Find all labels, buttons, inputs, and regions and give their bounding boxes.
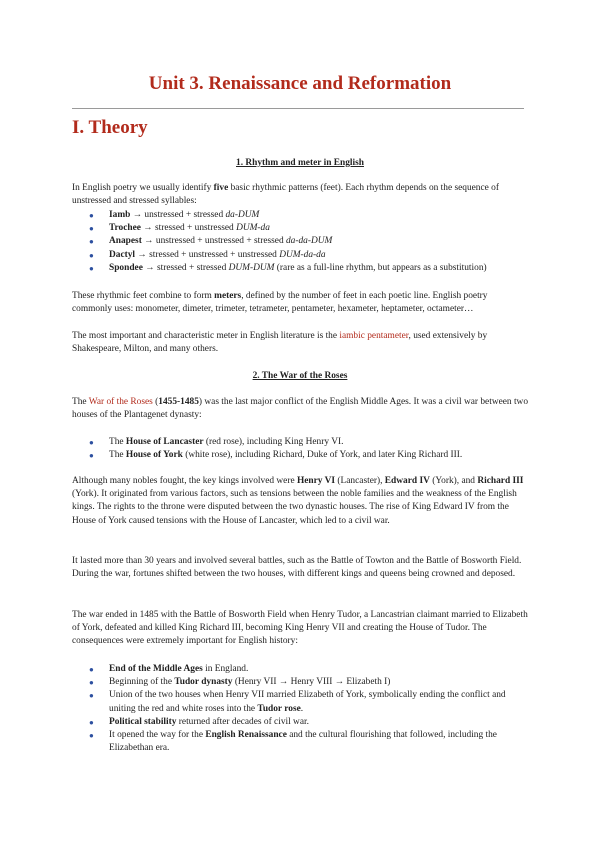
text-run: It opened the way for the	[109, 730, 206, 741]
text-run: basic rhythmic patterns (feet). Each rhythm depends on the sequence of unstressed and stressed syllables:	[72, 183, 499, 207]
bullet-icon: ●	[89, 263, 94, 273]
text-run-bold: End of the Middle Ages	[109, 664, 203, 674]
list-item	[72, 689, 528, 715]
end-of-war-paragraph: The war ended in 1485 with the Battle of Bosworth Field when Henry Tudor, a Lancastrian claimant married to Elizabeth of York, defeated and killed King Richard III, becoming King Henry VII and creating the House of Tudor. The consequences were extremely important for English history:	[72, 610, 528, 647]
important-meter-block	[72, 330, 528, 356]
foot-desc: → stressed + unstressed + unstressed	[135, 249, 280, 260]
foot-name: Dactyl	[109, 249, 136, 260]
bullet-icon: ●	[89, 678, 94, 688]
foot-desc: → unstressed + stressed	[130, 210, 226, 220]
text-run: , defined by the number of feet in each poetic line. English poetry commonly uses: monometer, dimeter, trimeter, tetrameter, pentameter, hexameter, heptameter, octameter…	[72, 291, 488, 315]
important-meter-paragraph	[72, 330, 528, 356]
rhythm-intro	[72, 182, 528, 208]
foot-name: Spondee	[109, 262, 143, 273]
rhythm-intro-paragraph	[72, 182, 528, 208]
text-run: (York). It originated from various factors, such as tensions between the noble families and the weakness of the English kings. The rights to the throne were disputed between the two dynastic houses. The rise of King Edward IV from the House of York caused tensions with the House of Lancaster, which led to a civil war.	[72, 489, 517, 526]
list-item	[72, 235, 528, 248]
kings-block	[72, 475, 528, 528]
end-of-war-block	[72, 609, 528, 649]
list-item	[72, 249, 528, 262]
text-run-bold: Henry VI	[296, 476, 336, 486]
kings-paragraph	[72, 475, 528, 528]
list-item	[72, 436, 528, 449]
text-run: in England.	[202, 664, 249, 674]
house-name: House of York	[125, 450, 183, 461]
text-run: Union of the two houses when Henry VII married Elizabeth of York, symbolically ending the conflict and uniting the red and white roses into the	[109, 690, 506, 714]
meters-block	[72, 290, 528, 316]
text-run: (white rose), including Richard, Duke of York, and later King Richard III.	[182, 450, 463, 461]
text-run: , used extensively by Shakespeare, Milton, and many others.	[72, 331, 488, 355]
bullet-icon: ●	[89, 224, 94, 234]
houses-list-block	[72, 436, 528, 462]
feet-list-block	[72, 209, 528, 275]
text-run: and the cultural flourishing that followed, including the Elizabethan era.	[109, 730, 497, 754]
text-run: Beginning of the	[109, 677, 175, 688]
text-run-bold: Edward IV	[384, 476, 430, 486]
battles-block	[72, 555, 528, 581]
foot-pattern: da-da-DUM	[285, 236, 333, 247]
list-item	[72, 676, 528, 689]
text-run-bold: 1455-1485	[158, 397, 199, 407]
text-run: The	[109, 437, 126, 447]
bullet-icon: ●	[89, 731, 94, 741]
text-run: (Henry VII → Henry VIII → Elizabeth I)	[232, 677, 391, 688]
iambic-pentameter-highlight: iambic pentameter	[339, 331, 409, 341]
text-run: (York), and	[429, 476, 478, 486]
list-item	[72, 663, 528, 676]
war-section	[72, 370, 528, 383]
foot-desc: → stressed + unstressed	[140, 223, 237, 234]
bullet-icon: ●	[89, 665, 94, 674]
text-run: The most important and characteristic meter in English literature is the	[72, 331, 340, 341]
title-divider	[72, 108, 524, 109]
text-run: .	[300, 703, 304, 714]
foot-name: Trochee	[109, 223, 141, 234]
text-run-bold: Richard III	[477, 476, 524, 486]
section-title: I. Theory	[72, 117, 148, 138]
foot-pattern: da-DUM	[225, 210, 260, 220]
rhythm-section	[72, 157, 528, 170]
list-item	[72, 716, 528, 729]
text-run: (red rose), including King Henry VI.	[203, 437, 344, 447]
rhythm-heading: 1. Rhythm and meter in English	[236, 158, 364, 168]
battles-paragraph: It lasted more than 30 years and involved several battles, such as the Battle of Towton and the Battle of Bosworth Field. During the war, fortunes shifted between the two houses, with different kings and queens being crowned and deposed.	[72, 556, 522, 580]
houses-list	[72, 436, 528, 462]
text-run: These rhythmic feet combine to form	[72, 291, 215, 301]
text-run: The	[72, 397, 89, 407]
text-run: The	[109, 450, 126, 461]
foot-desc: → stressed + stressed	[142, 262, 229, 273]
bullet-icon: ●	[89, 691, 94, 701]
text-run-bold: English Renaissance	[205, 730, 287, 741]
text-run-bold: Political stability	[109, 716, 177, 727]
bullet-icon: ●	[89, 438, 94, 447]
unit-title: Unit 3. Renaissance and Reformation	[148, 73, 452, 94]
bullet-icon: ●	[89, 451, 94, 461]
foot-desc: → unstressed + unstressed + stressed	[141, 236, 286, 247]
bullet-icon: ●	[89, 250, 94, 260]
foot-name: Anapest	[109, 236, 142, 247]
text-run-bold: Tudor dynasty	[174, 677, 233, 688]
list-item	[72, 449, 528, 462]
list-item	[72, 222, 528, 235]
consequences-list	[72, 663, 528, 755]
foot-pattern: DUM-DUM	[228, 262, 275, 273]
text-run-bold: meters	[214, 291, 242, 301]
list-item	[72, 209, 528, 222]
consequences-list-block	[72, 663, 528, 755]
meters-paragraph	[72, 290, 528, 316]
foot-pattern: DUM-da	[236, 223, 270, 234]
war-intro-block	[72, 396, 528, 422]
list-item	[72, 729, 528, 755]
text-run: (	[152, 397, 159, 407]
war-of-roses-highlight: War of the Roses	[88, 397, 153, 407]
war-intro-paragraph	[72, 396, 528, 422]
bullet-icon: ●	[89, 211, 94, 220]
war-heading: 2. The War of the Roses	[252, 371, 348, 381]
foot-note: (rare as a full-line rhythm, but appears as a substitution)	[274, 262, 487, 273]
foot-pattern: DUM-da-da	[279, 249, 326, 260]
text-run: Although many nobles fought, the key kings involved were	[72, 476, 297, 486]
bullet-icon: ●	[89, 237, 94, 247]
text-run: In English poetry we usually identify	[72, 183, 214, 193]
text-run: returned after decades of civil war.	[176, 716, 309, 727]
text-run-bold: Tudor rose	[257, 703, 301, 714]
list-item	[72, 262, 528, 275]
house-name: House of Lancaster	[125, 437, 204, 447]
text-run: (Lancaster),	[335, 476, 385, 486]
feet-list	[72, 209, 528, 275]
text-run-bold: five	[213, 183, 229, 193]
text-run: ) was the last major conflict of the English Middle Ages. It was a civil war between two houses of the Plantagenet dynasty:	[72, 397, 529, 421]
bullet-icon: ●	[89, 717, 94, 727]
foot-name: Iamb	[109, 210, 131, 220]
